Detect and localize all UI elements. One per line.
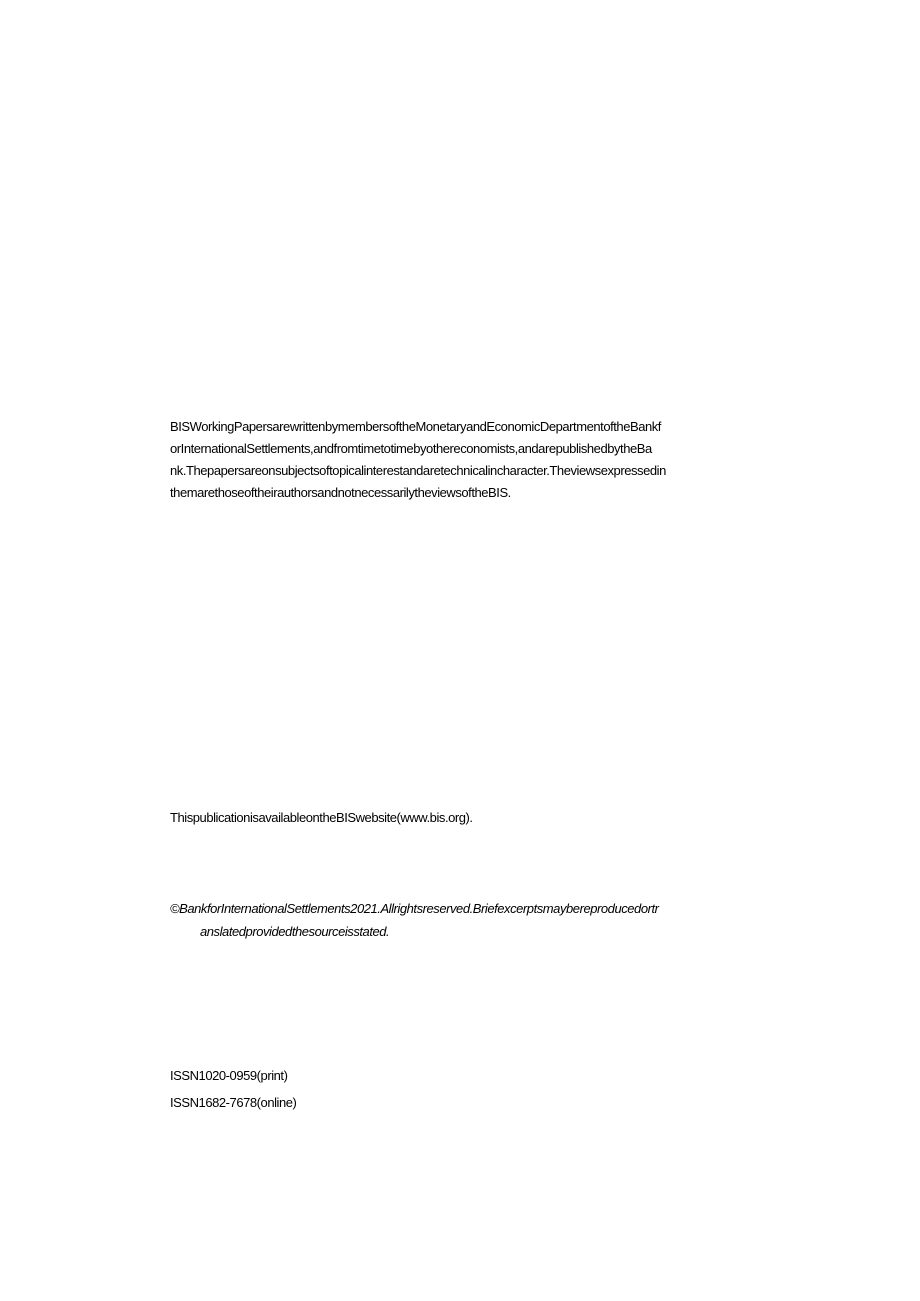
disclaimer-line: themarethoseoftheirauthorsandnotnecessarilytheviewsoftheBIS. — [170, 485, 511, 500]
copyright-line: ©BankforInternationalSettlements2021.Allrightsreserved.Briefexcerptsmaybereproducedortr — [170, 901, 659, 916]
copyright-line: anslatedprovidedthesourceisstated. — [200, 924, 390, 939]
disclaimer-paragraph — [170, 416, 750, 504]
availability-notice: ThispublicationisavailableontheBISwebsite(www.bis.org). — [170, 810, 473, 825]
issn-online: ISSN1682-7678(online) — [170, 1095, 297, 1110]
issn-block — [170, 1062, 750, 1116]
disclaimer-line: BISWorkingPapersarewrittenbymembersoftheMonetaryandEconomicDepartmentoftheBankf — [170, 419, 661, 434]
disclaimer-line: nk.Thepapersareonsubjectsoftopicalinterestandaretechnicalincharacter.Theviewsexpressedin — [170, 463, 666, 478]
copyright-notice — [170, 897, 750, 943]
issn-print: ISSN1020-0959(print) — [170, 1068, 288, 1083]
disclaimer-line: orInternationalSettlements,andfromtimetotimebyothereconomists,andarepublishedbytheBa — [170, 441, 652, 456]
